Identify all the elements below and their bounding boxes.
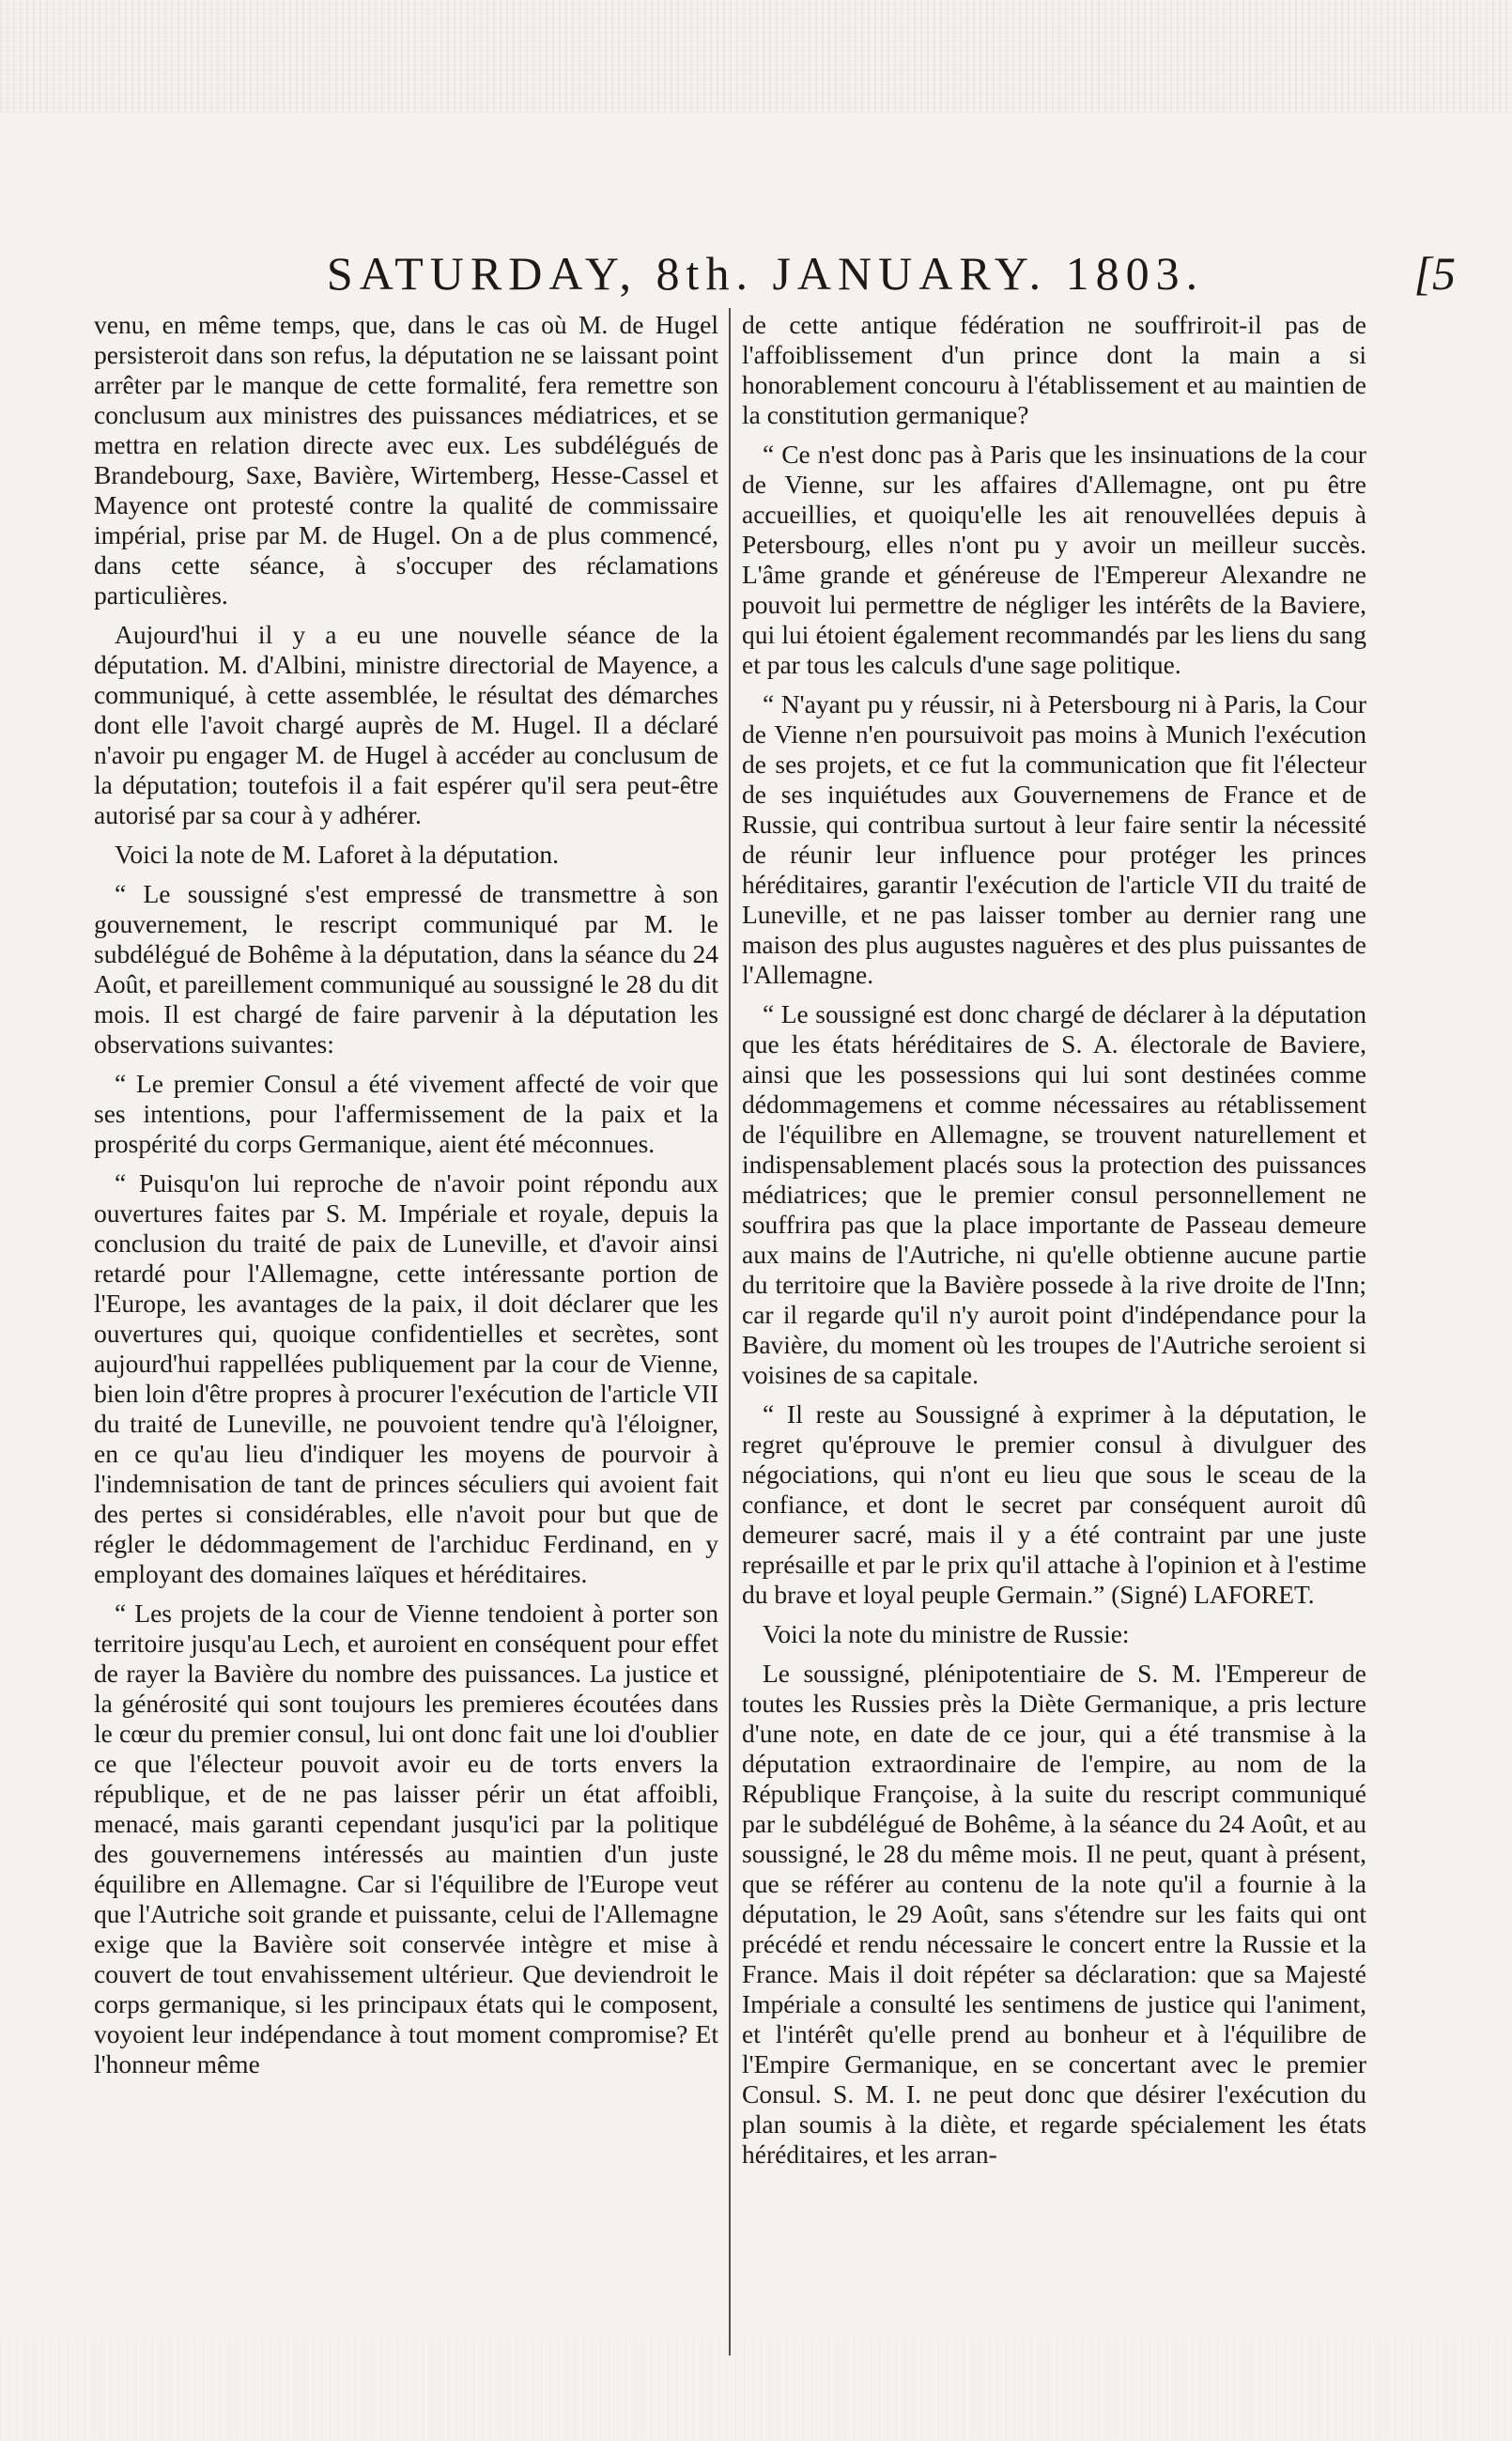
paragraph: venu, en même temps, que, dans le cas où M. de Hugel persisteroit dans son refus, la députation ne se laissant point arrêter par le manque de cette formalité, fera remettre son conclusum aux ministres des puissances médiatrices, et se mettra en relation directe avec eux. Les subdélégués de Brandebourg, Saxe, Bavière, Wirtemberg, Hesse-Cassel et Mayence ont protesté contre la qualité de commissaire impérial, prise par M. de Hugel. On a de plus commencé, dans cette séance, à s'occuper des réclamations particulières. — [94, 310, 718, 610]
page-title: SATURDAY, 8th. JANUARY. 1803. — [326, 247, 1205, 300]
column-divider — [729, 308, 731, 2356]
paragraph: Aujourd'hui il y a eu une nouvelle séance de la députation. M. d'Albini, ministre directorial de Mayence, a communiqué, à cette assemblée, le résultat des démarches dont elle l'avoit chargé auprès de M. Hugel. Il a déclaré n'avoir pu engager M. de Hugel à accéder au conclusum de la députation; toutefois il a fait espérer qu'il sera peut-être autorisé par sa cour à y adhérer. — [94, 620, 718, 829]
paragraph: “ Les projets de la cour de Vienne tendoient à porter son territoire jusqu'au Lech, et auroient en conséquent pour effet de rayer la Bavière du nombre des puissances. La justice et la générosité qui sont toujours les premieres écoutées dans le cœur du premier consul, lui ont donc fait une loi d'oublier ce que l'électeur pouvoit avoir eu de torts envers la république, et de ne pas laisser périr un état affoibli, menacé, mais garanti cependant jusqu'ici par la politique des gouvernemens intéressés au maintien d'un juste équilibre en Allemagne. Car si l'équilibre de l'Europe veut que l'Autriche soit grande et puissante, celui de l'Allemagne exige que la Bavière soit conservée intègre et mise à couvert de tout envahissement ultérieur. Que deviendroit le corps germanique, si les principaux états qui le composent, voyoient leur indépendance à tout moment compromise? Et l'honneur même — [94, 1599, 718, 2078]
paragraph: “ Puisqu'on lui reproche de n'avoir point répondu aux ouvertures faites par S. M. Impériale et royale, depuis la conclusion du traité de paix de Luneville, et d'avoir ainsi retardé pour l'Allemagne, cette intéressante portion de l'Europe, les avantages de la paix, il doit déclarer que les ouvertures qui, quoique confidentielles et secrètes, sont aujourd'hui rappellées publiquement par la cour de Vienne, bien loin d'être propres à procurer l'exécution de l'article VII du traité de Luneville, ne pouvoient tendre qu'à l'éloigner, en ce qu'au lieu d'indiquer les moyens de pourvoir à l'indemnisation de tant de princes séculiers qui avoient fait des pertes si considérables, elle n'avoit pour but que de régler le dédommagement de l'archiduc Ferdinand, en y employant des domaines laïques et héréditaires. — [94, 1168, 718, 1588]
paragraph: Voici la note de M. Laforet à la députation. — [115, 840, 559, 869]
scan-noise-top — [0, 0, 1512, 113]
paragraph: “ Le premier Consul a été vivement affecté de voir que ses intentions, pour l'affermissement de la paix et la prospérité du corps Germanique, aient été méconnues. — [94, 1069, 718, 1158]
page-number: [5 — [1413, 247, 1456, 300]
paragraph: “ Il reste au Soussigné à exprimer à la députation, le regret qu'éprouve le premier consul à divulguer des négociations, qui n'ont eu lieu que sous le sceau de la confiance, et dont le secret par conséquent auroit dû demeurer sacré, mais il y a été contraint par une juste représaille et par le prix qu'il attache à l'opinion et à l'estime du brave et loyal peuple Germain.” (Signé) LAFORET. — [742, 1399, 1366, 1609]
section-heading: Voici la note du ministre de Russie: — [763, 1619, 1130, 1648]
scan-noise-bottom — [0, 2338, 1512, 2441]
right-column — [742, 310, 1366, 2179]
page-header — [75, 246, 1456, 312]
paragraph: “ Ce n'est donc pas à Paris que les insinuations de la cour de Vienne, sur les affaires d'Allemagne, ont pu être accueillies, et quoiqu'elle les ait renouvellées depuis à Petersbourg, elles n'ont pu y avoir un meilleur succès. L'âme grande et généreuse de l'Empereur Alexandre ne pouvoit lui permettre de négliger les intérêts de la Baviere, qui lui étoient également recommandés par les liens du sang et par tous les calculs d'une sage politique. — [742, 440, 1366, 679]
paragraph: Le soussigné, plénipotentiaire de S. M. l'Empereur de toutes les Russies près la Diète Germanique, a pris lecture d'une note, en date de ce jour, qui a été transmise à la députation extraordinaire de l'empire, au nom de la République Françoise, à la suite du rescript communiqué par le subdélégué de Bohême, à la séance du 24 Août, et au soussigné, le 28 du même mois. Il ne peut, quant à présent, que se référer au contenu de la note qu'il a fournie à la députation, le 29 Août, sans s'étendre sur les faits qui ont précédé et rendu nécessaire le concert entre la Russie et la France. Mais il doit répéter sa déclaration: que sa Majesté Impériale a consulté les sentimens de justice qui l'animent, et l'intérêt qu'elle prend au bonheur et à l'équilibre de l'Empire Germanique, en se concertant avec le premier Consul. S. M. I. ne peut donc que désirer l'exécution du plan soumis à la diète, et regarde spécialement les états héréditaires, et les arran- — [742, 1659, 1366, 2169]
paragraph: “ Le soussigné s'est empressé de transmettre à son gouvernement, le rescript communiqué par M. le subdélégué de Bohême à la députation, dans la séance du 24 Août, et pareillement communiqué au soussigné le 28 du dit mois. Il est chargé de faire parvenir à la députation les observations suivantes: — [94, 879, 718, 1058]
paragraph: de cette antique fédération ne souffriroit-il pas de l'affoiblissement d'un prince dont la main a si honorablement concouru à l'établissement et au maintien de la constitution germanique? — [742, 310, 1366, 429]
paragraph: “ N'ayant pu y réussir, ni à Petersbourg ni à Paris, la Cour de Vienne n'en poursuivoit pas moins à Munich l'exécution de ses projets, et ce fut la communication que fit l'électeur de ses inquiétudes aux Gouvernemens de France et de Russie, qui contribua surtout à leur faire sentir la nécessité de réunir leur influence pour protéger les princes héréditaires, garantir l'exécution de l'article VII du traité de Luneville, et ne pas laisser tomber au dernier rang une maison des plus augustes naguères et des plus puissantes de l'Allemagne. — [742, 689, 1366, 989]
left-column — [94, 310, 718, 2089]
paragraph: “ Le soussigné est donc chargé de déclarer à la députation que les états héréditaires de S. A. électorale de Baviere, ainsi que les possessions qui lui sont destinées comme dédommagemens et comme nécessaires au rétablissement de l'équilibre en Allemagne, se trouvent naturellement et indispensablement placés sous la protection des puissances médiatrices; que le premier consul personnellement ne souffrira pas que la place importante de Passeau demeure aux mains de l'Autriche, ni qu'elle obtienne aucune partie du territoire que la Bavière possede à la rive droite de l'Inn; car il regarde qu'il n'y auroit point d'indépendance pour la Bavière, du moment où les troupes de l'Autriche seroient si voisines de sa capitale. — [742, 999, 1366, 1389]
